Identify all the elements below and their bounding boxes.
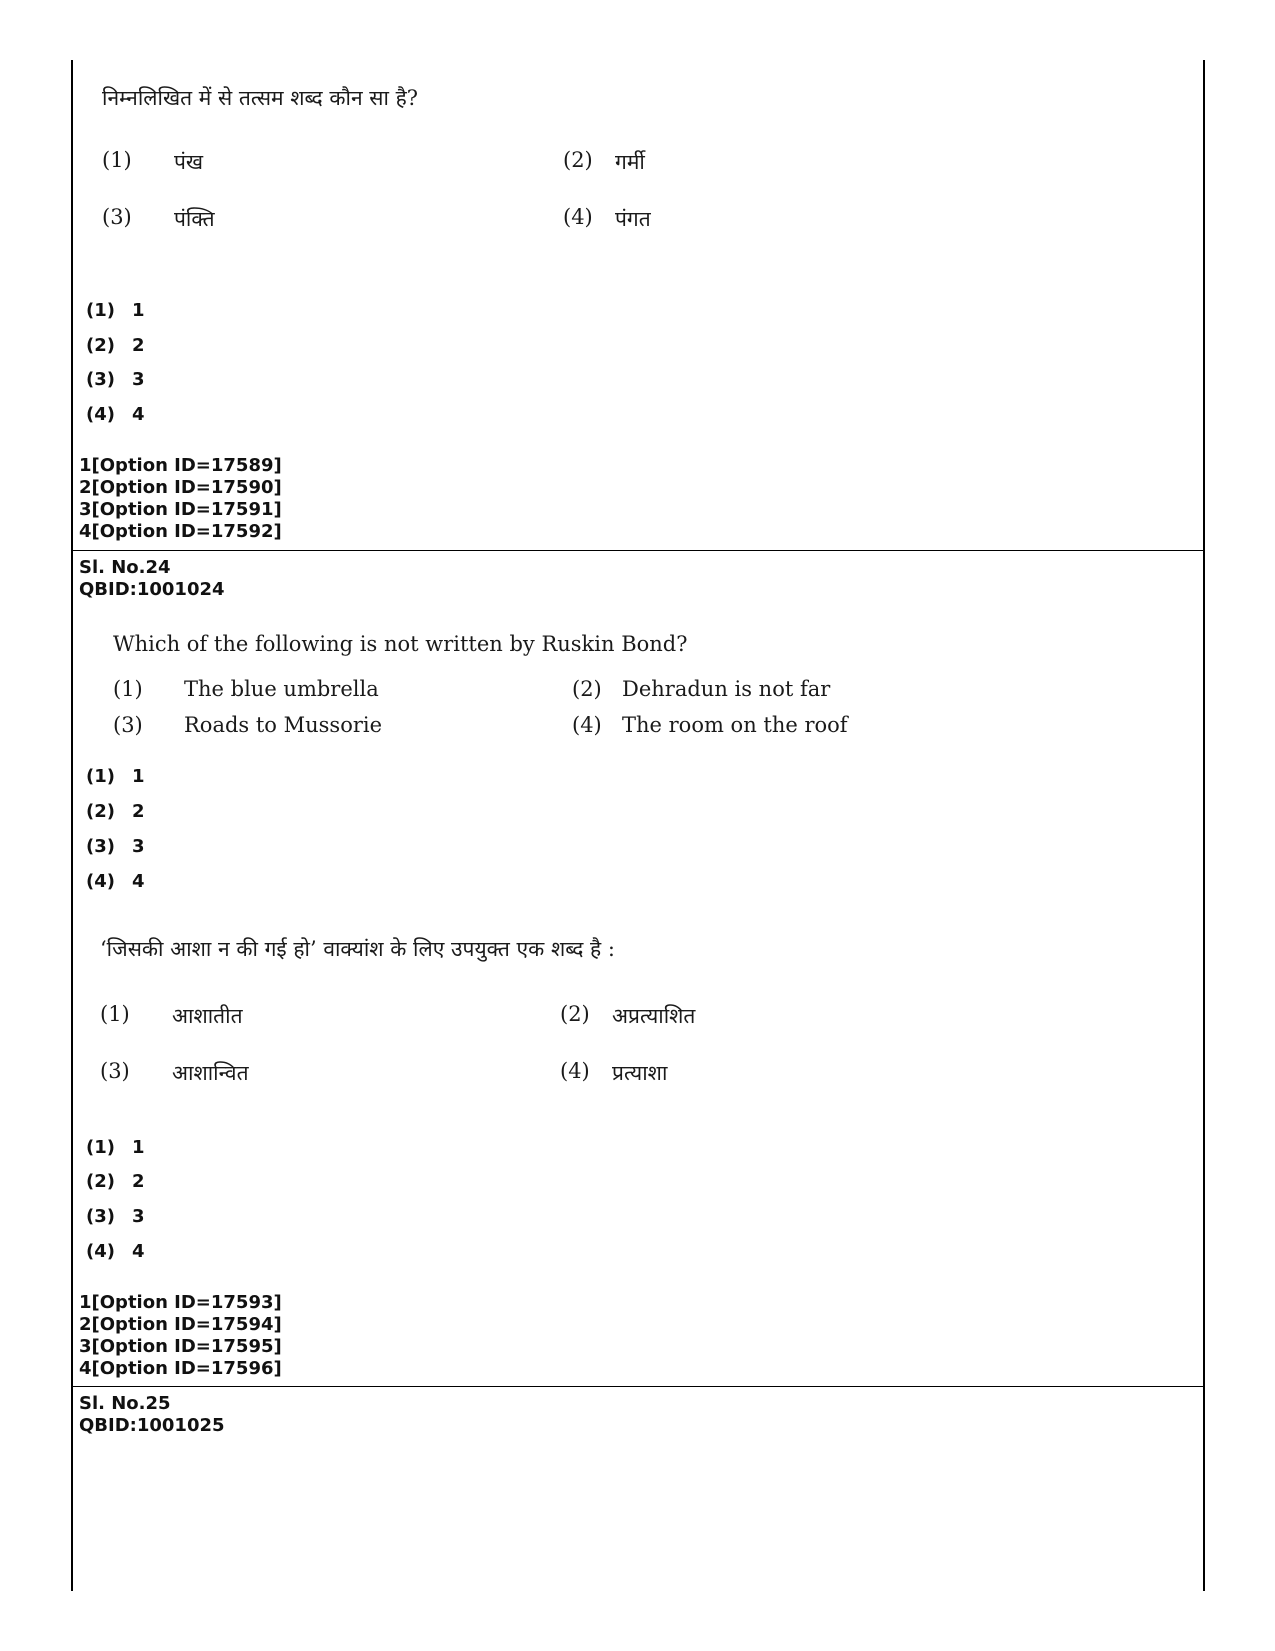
answer-choice-2: (2) 2 (86, 335, 145, 356)
section-divider (71, 1386, 1205, 1387)
option-id: 2[Option ID=17590] (79, 477, 282, 498)
option-id: 4[Option ID=17592] (79, 521, 282, 542)
option-text: पंख (174, 150, 204, 174)
option-id: 3[Option ID=17591] (79, 499, 282, 520)
answer-choice-3: (3) 3 (86, 369, 145, 390)
option-id-list (79, 455, 282, 543)
option-text: पंक्ति (174, 207, 215, 231)
option-number: (3) (113, 713, 143, 737)
answer-choice-2: (2) 2 (86, 1171, 145, 1192)
option-id-list (79, 1292, 282, 1380)
option-number: (2) (572, 677, 602, 701)
option-1 (102, 148, 203, 176)
option-4 (572, 713, 848, 737)
option-number: (1) (113, 677, 143, 701)
option-4 (560, 1059, 667, 1087)
answer-choice-1: (1) 1 (86, 1137, 145, 1158)
option-number: (4) (560, 1059, 590, 1083)
answer-choice-1: (1) 1 (86, 766, 145, 787)
option-2 (560, 1002, 695, 1030)
option-number: (3) (100, 1059, 130, 1083)
answer-choice-4: (4) 4 (86, 1241, 145, 1262)
answer-choice-1: (1) 1 (86, 300, 145, 321)
option-1 (113, 677, 379, 701)
answer-choice-3: (3) 3 (86, 836, 145, 857)
option-text: प्रत्याशा (612, 1061, 668, 1085)
option-text: The blue umbrella (184, 677, 379, 701)
option-text: आशान्वित (172, 1061, 249, 1085)
section-divider (71, 550, 1205, 551)
answer-choice-3: (3) 3 (86, 1206, 145, 1227)
option-1 (100, 1002, 243, 1030)
answer-choice-2: (2) 2 (86, 801, 145, 822)
option-3 (102, 205, 215, 233)
question-text-hindi-1: निम्नलिखित में से तत्सम शब्द कौन सा है? (102, 86, 418, 110)
option-3 (100, 1059, 249, 1087)
option-id: 2[Option ID=17594] (79, 1314, 282, 1335)
option-2 (563, 148, 645, 176)
option-2 (572, 677, 830, 701)
option-text: आशातीत (172, 1004, 243, 1028)
question-meta-24 (79, 557, 225, 601)
option-id: 1[Option ID=17593] (79, 1292, 282, 1313)
serial-number: Sl. No.25 (79, 1393, 171, 1414)
option-text: Dehradun is not far (622, 677, 831, 701)
question-meta-25 (79, 1393, 225, 1437)
right-border (1203, 60, 1205, 1591)
option-number: (2) (560, 1002, 590, 1026)
answer-choice-4: (4) 4 (86, 404, 145, 425)
option-number: (2) (563, 148, 593, 172)
option-text: गर्मी (615, 150, 645, 174)
option-number: (4) (572, 713, 602, 737)
option-id: 3[Option ID=17595] (79, 1336, 282, 1357)
question-text-hindi-2: ‘जिसकी आशा न की गई हो’ वाक्यांश के लिए उपयुक्त एक शब्द है : (100, 937, 615, 961)
option-number: (3) (102, 205, 132, 229)
question-text-english: Which of the following is not written by Ruskin Bond? (113, 632, 688, 656)
serial-number: Sl. No.24 (79, 557, 171, 578)
option-3 (113, 713, 382, 737)
option-number: (1) (102, 148, 132, 172)
qbid: QBID:1001025 (79, 1415, 225, 1436)
left-border (71, 60, 73, 1591)
option-text: अप्रत्याशित (612, 1004, 696, 1028)
option-id: 4[Option ID=17596] (79, 1358, 282, 1379)
option-id: 1[Option ID=17589] (79, 455, 282, 476)
qbid: QBID:1001024 (79, 579, 225, 600)
answer-choice-4: (4) 4 (86, 871, 145, 892)
option-number: (1) (100, 1002, 130, 1026)
option-4 (563, 205, 651, 233)
option-number: (4) (563, 205, 593, 229)
option-text: पंगत (615, 207, 651, 231)
option-text: Roads to Mussorie (184, 713, 383, 737)
option-text: The room on the roof (622, 713, 848, 737)
